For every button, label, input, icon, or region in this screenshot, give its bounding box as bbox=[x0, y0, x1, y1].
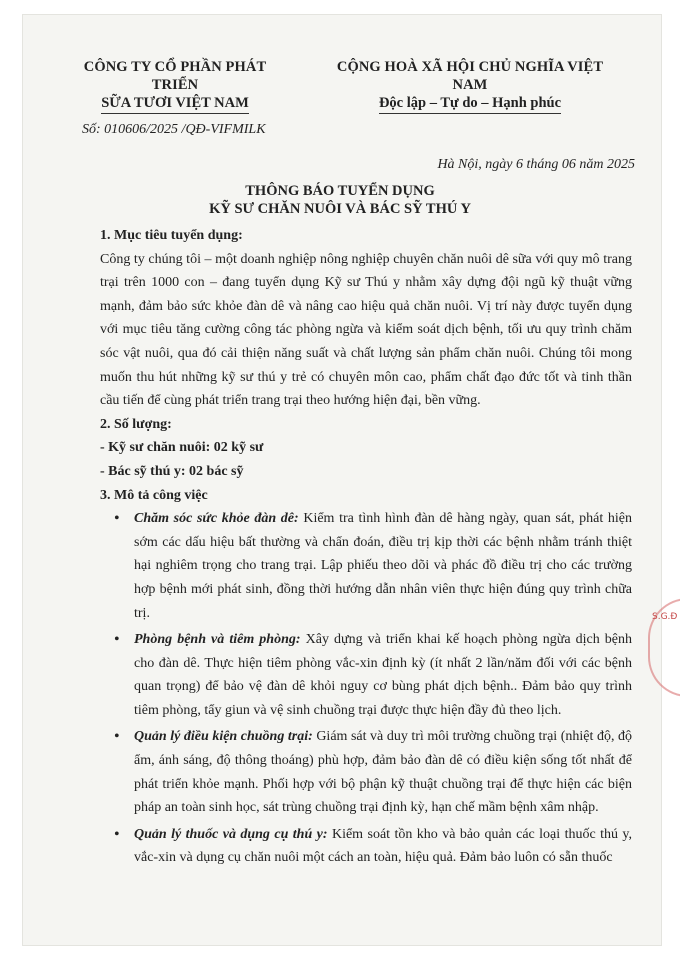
nation-header bbox=[320, 58, 620, 114]
company-header bbox=[60, 58, 290, 114]
list-item bbox=[134, 823, 632, 870]
section-3-heading: 3. Mô tả công việc bbox=[100, 487, 208, 503]
list-item-lead: Quản lý thuốc và dụng cụ thú y: bbox=[134, 826, 328, 842]
job-description-list bbox=[100, 507, 632, 870]
stamp-text: S.G.Đ bbox=[652, 612, 678, 622]
section-1-heading: 1. Mục tiêu tuyển dụng: bbox=[100, 228, 243, 243]
list-item-text: Giám sát và duy trì môi trường chuồng trại (nhiệt độ, độ ẩm, ánh sáng, độ thông thoáng) phù hợp, đảm bảo đàn dê có điều kiện sống tốt nhất để phát triển khỏe mạnh. Phối hợp với bộ phận kỹ thuật chuồng trại để thực hiện các biện pháp an toàn sinh học, sát trùng chuồng trại định kỳ, hạn chế mầm bệnh xâm nhập. bbox=[134, 729, 632, 816]
list-item-text: Xây dựng và triển khai kế hoạch phòng ngừa dịch bệnh cho đàn dê. Thực hiện tiêm phòng vắc-xin định kỳ (ít nhất 2 lần/năm đối với các bệnh quan trọng) để bảo vệ đàn dê khỏi nguy cơ bùng phát dịch bệnh.. Đảm bảo quy trình tiêm phòng, tẩy giun và vệ sinh chuồng trại được thực hiện đầy đủ theo lịch. bbox=[134, 632, 632, 718]
document-date: Hà Nội, ngày 6 tháng 06 năm 2025 bbox=[437, 157, 635, 172]
nation-name: CỘNG HOÀ XÃ HỘI CHỦ NGHĨA VIỆT NAM bbox=[336, 59, 604, 93]
list-item bbox=[134, 628, 632, 722]
list-item-text: Kiểm tra tình hình đàn dê hàng ngày, quan sát, phát hiện sớm các dấu hiệu bất thường và chẩn đoán, điều trị kịp thời các bệnh nhằm tránh thiệt hại nghiêm trọng cho trang trại. Lập phiếu theo dõi và phác đồ điều trị cho các trường hợp bệnh mới phát sinh, đồng thời hướng dẫn nhân viên thực hiện đúng quy trình chữa trị. bbox=[134, 511, 632, 621]
section-2-item: - Bác sỹ thú y: 02 bác sỹ bbox=[100, 463, 244, 479]
nation-motto: Độc lập – Tự do – Hạnh phúc bbox=[379, 94, 561, 114]
list-item bbox=[134, 725, 632, 819]
document-title: THÔNG BÁO TUYỂN DỤNG bbox=[245, 183, 435, 199]
section-2-heading: 2. Số lượng: bbox=[100, 416, 172, 432]
document-subtitle: KỸ SƯ CHĂN NUÔI VÀ BÁC SỸ THÚ Y bbox=[209, 201, 471, 217]
list-item-text: Kiểm soát tồn kho và bảo quản các loại thuốc thú y, vắc-xin và dụng cụ chăn nuôi một cách an toàn, hiệu quả. Đảm bảo luôn có sẵn thuốc bbox=[134, 826, 633, 866]
list-item-lead: Quản lý điều kiện chuồng trại: bbox=[134, 729, 313, 745]
list-item bbox=[134, 507, 632, 625]
document-body bbox=[100, 224, 632, 873]
company-name-line1: CÔNG TY CỔ PHẦN PHÁT TRIỂN bbox=[83, 59, 267, 93]
section-1-body: Công ty chúng tôi – một doanh nghiệp nông nghiệp chuyên chăn nuôi dê sữa với quy mô trang trại trên 1000 con – đang tuyển dụng Kỹ sư Thú y nhằm xây dựng đội ngũ kỹ thuật vững mạnh, đảm bảo sức khỏe đàn dê và nâng cao hiệu quả chăn nuôi. Vị trí này được tuyển dụng với mục tiêu tăng cường công tác phòng ngừa và kiểm soát dịch bệnh, tối ưu quy trình chăm sóc vật nuôi, qua đó cải thiện năng suất và chất lượng sản phẩm chăn nuôi. Chúng tôi mong muốn thu hút những kỹ sư thú y trẻ có chuyên môn cao, phẩm chất đạo đức tốt và tinh thần cầu tiến để cùng phát triển trang trại theo hướng hiện đại, bền vững. bbox=[100, 251, 632, 409]
list-item-lead: Chăm sóc sức khỏe đàn dê: bbox=[134, 511, 299, 527]
document-number: Số: 010606/2025 /QĐ-VIFMILK bbox=[82, 122, 266, 137]
list-item-lead: Phòng bệnh và tiêm phòng: bbox=[134, 632, 301, 648]
section-2-item: - Kỹ sư chăn nuôi: 02 kỹ sư bbox=[100, 440, 264, 456]
company-name-line2: SỮA TƯƠI VIỆT NAM bbox=[101, 94, 249, 114]
